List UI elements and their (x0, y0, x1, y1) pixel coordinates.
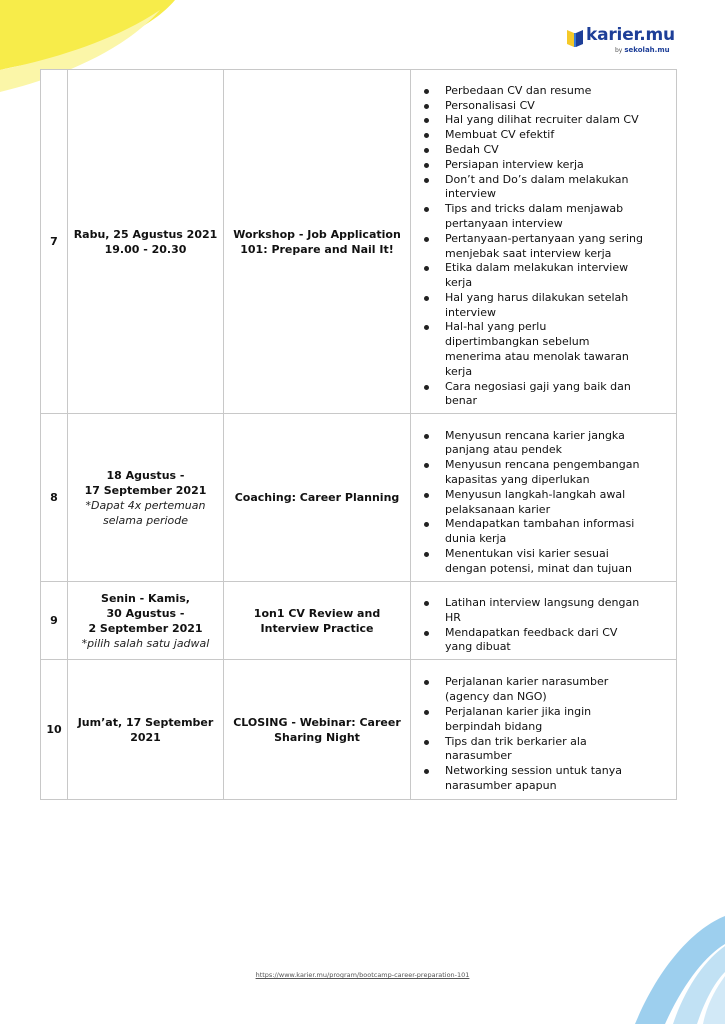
schedule-table (40, 69, 677, 800)
row-number: 7 (41, 70, 68, 414)
list-item: Menyusun rencana karier jangka panjang atau pendek (445, 429, 676, 459)
row-date (68, 660, 224, 800)
row-date (68, 414, 224, 582)
topic-cell (411, 660, 677, 800)
table-row (41, 414, 677, 582)
list-item: Perbedaan CV dan resume (445, 84, 676, 99)
list-item: Menyusun rencana pengembangan kapasitas yang diperlukan (445, 458, 676, 488)
brand-by-line: by sekolah.mu (615, 46, 670, 54)
list-item: Perjalanan karier jika ingin berpindah bidang (445, 705, 676, 735)
row-date (68, 582, 224, 660)
table-row (41, 70, 677, 414)
list-item: Bedah CV (445, 143, 676, 158)
topic-list (411, 596, 676, 655)
list-item: Pertanyaan-pertanyaan yang sering menjebak saat interview kerja (445, 232, 676, 262)
list-item: Menentukan visi karier sesuai dengan potensi, minat dan tujuan (445, 547, 676, 577)
date-note: *Dapat 4x pertemuan selama periode (85, 498, 206, 527)
decorative-swoosh-bottom (605, 904, 725, 1024)
table-row (41, 660, 677, 800)
row-number: 9 (41, 582, 68, 660)
list-item: Tips dan trik berkarier ala narasumber (445, 735, 676, 765)
activity-title: Workshop - Job Application 101: Prepare and Nail It! (224, 70, 411, 414)
list-item: Perjalanan karier narasumber (agency dan NGO) (445, 675, 676, 705)
list-item: Latihan interview langsung dengan HR (445, 596, 676, 626)
row-date (68, 70, 224, 414)
topic-list (411, 429, 676, 577)
date-text: 18 Agustus - 17 September 2021 (84, 468, 207, 497)
row-number: 10 (41, 660, 68, 800)
table-row (41, 582, 677, 660)
list-item: Membuat CV efektif (445, 128, 676, 143)
list-item: Etika dalam melakukan interview kerja (445, 261, 676, 291)
list-item: Hal-hal yang perlu dipertimbangkan sebelum menerima atau menolak tawaran kerja (445, 320, 676, 379)
row-number: 8 (41, 414, 68, 582)
list-item: Don’t and Do’s dalam melakukan interview (445, 173, 676, 203)
topic-list (411, 675, 676, 793)
list-item: Tips and tricks dalam menjawab pertanyaan interview (445, 202, 676, 232)
date-note: *pilih salah satu jadwal (81, 636, 210, 650)
list-item: Hal yang harus dilakukan setelah interview (445, 291, 676, 321)
book-icon (567, 27, 583, 47)
list-item: Networking session untuk tanya narasumber apapun (445, 764, 676, 794)
list-item: Mendapatkan tambahan informasi dunia kerja (445, 517, 676, 547)
list-item: Cara negosiasi gaji yang baik dan benar (445, 380, 676, 410)
list-item: Personalisasi CV (445, 99, 676, 114)
date-text: Jum’at, 17 September 2021 (77, 715, 214, 744)
topic-cell (411, 70, 677, 414)
date-text: Senin - Kamis, 30 Agustus - 2 September 2021 (88, 591, 203, 635)
activity-title: Coaching: Career Planning (224, 414, 411, 582)
list-item: Menyusun langkah-langkah awal pelaksanaan karier (445, 488, 676, 518)
karier-mu-logo (567, 24, 687, 58)
topic-list (411, 84, 676, 410)
list-item: Persiapan interview kerja (445, 158, 676, 173)
list-item: Mendapatkan feedback dari CV yang dibuat (445, 626, 676, 656)
topic-cell (411, 582, 677, 660)
topic-cell (411, 414, 677, 582)
activity-title: 1on1 CV Review and Interview Practice (224, 582, 411, 660)
brand-name: karier.mu (586, 25, 675, 45)
list-item: Hal yang dilihat recruiter dalam CV (445, 113, 676, 128)
date-text: Rabu, 25 Agustus 2021 19.00 - 20.30 (73, 227, 218, 256)
footer-url-link[interactable]: https://www.karier.mu/program/bootcamp-career-preparation-101 (255, 971, 470, 979)
activity-title: CLOSING - Webinar: Career Sharing Night (224, 660, 411, 800)
